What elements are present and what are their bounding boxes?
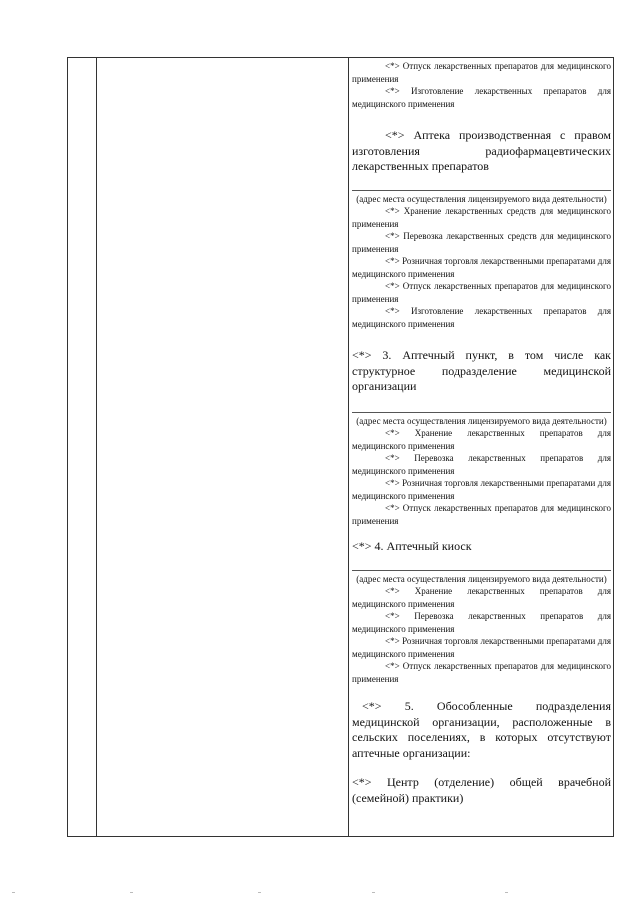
column-divider-1 — [96, 58, 97, 836]
license-table — [67, 57, 614, 837]
address-line-1 — [352, 190, 611, 191]
scan-speck — [372, 892, 375, 893]
item-dispense-2: <*> Отпуск лекарственных препаратов для медицинского применения — [352, 503, 611, 526]
item-manufacture-1: <*> Изготовление лекарственных препаратов для медицинского применения — [352, 306, 611, 329]
heading-separate-units: <*> 5. Обособленные подразделения медицинской организации, расположенные в сельских поселениях, в которых отсутствуют аптечные организации: — [352, 699, 611, 760]
scan-speck — [130, 892, 133, 893]
item-dispense-1: <*> Отпуск лекарственных препаратов для медицинского применения — [352, 281, 611, 304]
item-retail-3: <*> Розничная торговля лекарственными препаратами для медицинского применения — [352, 636, 611, 659]
item-storage-3: <*> Хранение лекарственных препаратов для медицинского применения — [352, 586, 611, 609]
item-manufacture: <*> Изготовление лекарственных препаратов для медицинского применения — [352, 86, 611, 109]
heading-general-practice-center: <*> Центр (отделение) общей врачебной (семейной) практики) — [352, 775, 611, 805]
column-divider-2 — [348, 58, 349, 836]
heading-pharmacy-kiosk: <*> 4. Аптечный киоск — [352, 539, 472, 553]
address-caption-2: (адрес места осуществления лицензируемого вида деятельности) — [356, 415, 607, 426]
item-transport-3: <*> Перевозка лекарственных препаратов для медицинского применения — [352, 611, 611, 634]
item-retail-1: <*> Розничная торговля лекарственными препаратами для медицинского применения — [352, 256, 611, 279]
heading-pharmacy-production: <*> Аптека производственная с правом изготовления радиофармацевтических лекарственных препаратов — [352, 128, 611, 173]
item-dispense: <*> Отпуск лекарственных препаратов для медицинского применения — [352, 61, 611, 84]
scan-speck — [505, 892, 508, 893]
item-transport-1: <*> Перевозка лекарственных средств для медицинского применения — [352, 231, 611, 254]
address-line-2 — [352, 412, 611, 413]
address-line-3 — [352, 570, 611, 571]
item-retail-2: <*> Розничная торговля лекарственными препаратами для медицинского применения — [352, 478, 611, 501]
activity-cell — [352, 60, 611, 806]
heading-pharmacy-point: <*> 3. Аптечный пункт, в том числе как структурное подразделение медицинской организации — [352, 348, 611, 393]
item-transport-2: <*> Перевозка лекарственных препаратов для медицинского применения — [352, 453, 611, 476]
scan-speck — [258, 892, 261, 893]
address-caption-1: (адрес места осуществления лицензируемого вида деятельности) — [356, 193, 607, 204]
scan-speck — [12, 892, 15, 893]
item-storage-1: <*> Хранение лекарственных средств для медицинского применения — [352, 206, 611, 229]
address-caption-3: (адрес места осуществления лицензируемого вида деятельности) — [356, 573, 607, 584]
item-storage-2: <*> Хранение лекарственных препаратов для медицинского применения — [352, 428, 611, 451]
item-dispense-3: <*> Отпуск лекарственных препаратов для медицинского применения — [352, 661, 611, 684]
